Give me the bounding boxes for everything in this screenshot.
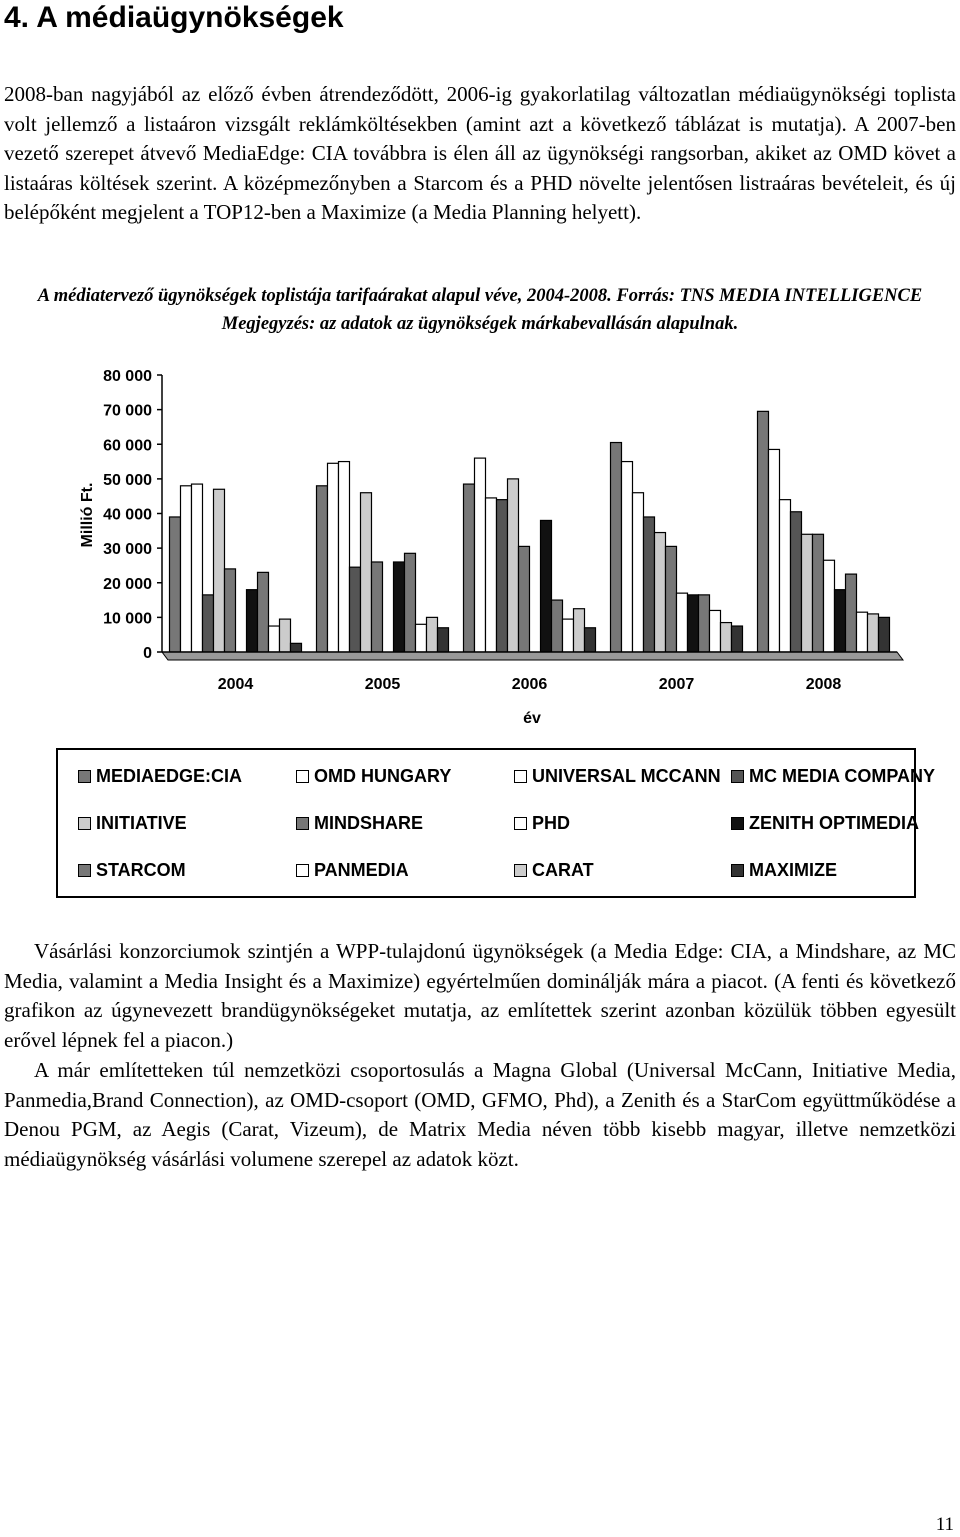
bar-mc-media-company-2005	[350, 567, 361, 652]
y-tick-label: 70 000	[103, 402, 152, 420]
bar-mindshare-2008	[813, 534, 824, 652]
bar-omd-hungary-2005	[328, 463, 339, 652]
bar-carat-2004	[280, 619, 291, 652]
legend-item-mc-media-company	[731, 766, 935, 787]
bar-starcom-2007	[699, 595, 710, 652]
legend-swatch	[731, 770, 744, 783]
bar-panmedia-2004	[269, 626, 280, 652]
bar-panmedia-2005	[416, 624, 427, 652]
bar-mc-media-company-2006	[497, 500, 508, 652]
legend-label: ZENITH OPTIMEDIA	[749, 813, 919, 833]
x-tick-label: 2007	[658, 676, 695, 693]
bar-chart	[0, 355, 960, 740]
legend-swatch	[296, 817, 309, 830]
bar-mc-media-company-2008	[791, 512, 802, 652]
bar-omd-hungary-2006	[475, 458, 486, 652]
legend-swatch	[514, 770, 527, 783]
second-paragraph: Vásárlási konzorciumok szintjén a WPP-tulajdonú ügynökségek (a Media Edge: CIA, a Mindshare, az MC Media, valamint a Media Insight és a Maximize) egyértelműen dominálják mára a piacot. (A fenti és következő grafikon az úgynevezett brandügynökségeket mutatja, az említettek szerint azonban közülük többen egyesült erővel lépnek fel a piacon.)	[4, 939, 956, 1052]
bar-initiative-2005	[361, 493, 372, 652]
bar-omd-hungary-2007	[622, 462, 633, 652]
page-number: 11	[935, 1514, 954, 1535]
legend-label: MINDSHARE	[314, 813, 424, 833]
bar-mindshare-2006	[519, 546, 530, 652]
bar-mindshare-2007	[666, 546, 677, 652]
x-tick-label: 2008	[805, 676, 842, 693]
legend-item-initiative	[78, 813, 187, 834]
bar-zenith-optimedia-2004	[247, 590, 258, 652]
legend-swatch	[731, 864, 744, 877]
bar-zenith-optimedia-2007	[688, 595, 699, 652]
y-tick-label: 60 000	[103, 437, 152, 455]
legend-label: PANMEDIA	[314, 860, 409, 880]
bar-initiative-2004	[214, 489, 225, 652]
bar-omd-hungary-2008	[769, 449, 780, 652]
x-tick-label: 2004	[217, 676, 254, 693]
legend-swatch	[78, 770, 91, 783]
bar-initiative-2008	[802, 534, 813, 652]
legend-swatch	[78, 864, 91, 877]
bar-mindshare-2004	[225, 569, 236, 652]
y-tick-label: 80 000	[103, 368, 152, 385]
bar-mediaedge-cia-2005	[317, 486, 328, 652]
bar-maximize-2008	[879, 617, 890, 652]
chart-floor	[162, 652, 903, 660]
bar-maximize-2007	[732, 626, 743, 652]
bar-initiative-2007	[655, 533, 666, 652]
bar-panmedia-2007	[710, 610, 721, 652]
legend-item-starcom	[78, 860, 186, 881]
legend-swatch	[296, 864, 309, 877]
legend-swatch	[514, 817, 527, 830]
bar-phd-2007	[677, 593, 688, 652]
y-tick-label: 10 000	[103, 610, 152, 628]
bar-universal-mccann-2005	[339, 462, 350, 652]
bar-starcom-2008	[846, 574, 857, 652]
legend-item-carat	[514, 860, 594, 881]
bar-universal-mccann-2007	[633, 493, 644, 652]
legend-item-mindshare	[296, 813, 423, 834]
legend-label: OMD HUNGARY	[314, 766, 452, 786]
x-axis-label: év	[523, 710, 541, 727]
legend-swatch	[296, 770, 309, 783]
y-axis-label: Millió Ft.	[79, 482, 96, 548]
bar-zenith-optimedia-2006	[541, 520, 552, 652]
bar-starcom-2006	[552, 600, 563, 652]
legend-label: MC MEDIA COMPANY	[749, 766, 935, 786]
legend-label: MAXIMIZE	[749, 860, 837, 880]
bar-maximize-2005	[438, 628, 449, 652]
legend-label: UNIVERSAL MCCANN	[532, 766, 721, 786]
bar-starcom-2005	[405, 553, 416, 652]
x-tick-label: 2005	[364, 676, 401, 693]
bar-universal-mccann-2006	[486, 498, 497, 652]
bar-mc-media-company-2007	[644, 517, 655, 652]
bar-panmedia-2006	[563, 619, 574, 652]
bar-maximize-2006	[585, 628, 596, 652]
bar-mc-media-company-2004	[203, 595, 214, 652]
bar-universal-mccann-2008	[780, 500, 791, 652]
bar-mediaedge-cia-2006	[464, 484, 475, 652]
bar-mediaedge-cia-2004	[170, 517, 181, 652]
intro-paragraph: 2008-ban nagyjából az előző évben átrendeződött, 2006-ig gyakorlatilag változatlan médiaügynökségi toplista volt jellemző a listaáron vizsgált reklámköltésekben (amint azt a következő táblázat is mutatja). A 2007-ben vezető szerepet átvevő MediaEdge: CIA továbbra is élen áll az ügynökségi rangsorban, akiket az OMD követ a listaáras költések szerint. A középmezőnyben a Starcom és a PHD növelte jelentősen listraáras bevételeit, és új belépőként megjelent a TOP12-ben a Maximize (a Media Planning helyett).	[4, 82, 956, 224]
bar-zenith-optimedia-2005	[394, 562, 405, 652]
chart-legend	[56, 748, 935, 898]
y-tick-label: 0	[143, 645, 152, 662]
legend-swatch	[514, 864, 527, 877]
legend-item-panmedia	[296, 860, 409, 881]
legend-item-universal-mccann	[514, 766, 721, 787]
legend-swatch	[731, 817, 744, 830]
legend-item-mediaedge-cia	[78, 766, 242, 787]
legend-label: PHD	[532, 813, 571, 833]
bar-starcom-2004	[258, 572, 269, 652]
bar-maximize-2004	[291, 643, 302, 652]
bar-carat-2008	[868, 614, 879, 652]
legend-swatch	[78, 817, 91, 830]
legend-label: STARCOM	[96, 860, 186, 880]
legend-item-phd	[514, 813, 570, 834]
legend-label: CARAT	[532, 860, 594, 880]
bar-panmedia-2008	[857, 612, 868, 652]
bar-carat-2007	[721, 623, 732, 652]
legend-item-maximize	[731, 860, 837, 881]
bar-universal-mccann-2004	[192, 484, 203, 652]
y-tick-label: 40 000	[103, 506, 152, 524]
bar-mediaedge-cia-2007	[611, 443, 622, 652]
bar-carat-2006	[574, 609, 585, 652]
legend-label: MEDIAEDGE:CIA	[96, 766, 243, 786]
bar-carat-2005	[427, 617, 438, 652]
legend-item-omd-hungary	[296, 766, 451, 787]
y-tick-label: 50 000	[103, 471, 152, 489]
legend-item-zenith-optimedia	[731, 813, 919, 834]
chart-caption: A médiatervező ügynökségek toplistája tarifaárakat alapul véve, 2004-2008. Forrás: TNS MEDIA INTELLIGENCE Megjegyzés: az adatok az ügynökségek márkabevallásán alapulnak.	[37, 286, 923, 334]
bar-phd-2008	[824, 560, 835, 652]
y-tick-label: 30 000	[103, 541, 152, 559]
legend-label: INITIATIVE	[96, 813, 187, 833]
third-paragraph: A már említetteken túl nemzetközi csoportosulás a Magna Global (Universal McCann, Initiative Media, Panmedia,Brand Connection), az OMD-csoport (OMD, GFMO, Phd), a Zenith és a StarCom együttműködése a Denou PGM, az Aegis (Carat, Vizeum), de Matrix Media néven több kisebb magyar, illetve nemzetközi médiaügynökség vásárlási volumene szerepel az adatok közt.	[4, 1058, 956, 1171]
bar-zenith-optimedia-2008	[835, 590, 846, 652]
bar-initiative-2006	[508, 479, 519, 652]
x-tick-label: 2006	[511, 676, 548, 693]
section-heading: 4. A médiaügynökségek	[4, 1, 344, 34]
bar-mindshare-2005	[372, 562, 383, 652]
bar-mediaedge-cia-2008	[758, 411, 769, 652]
bar-omd-hungary-2004	[181, 486, 192, 652]
y-tick-label: 20 000	[103, 575, 152, 593]
